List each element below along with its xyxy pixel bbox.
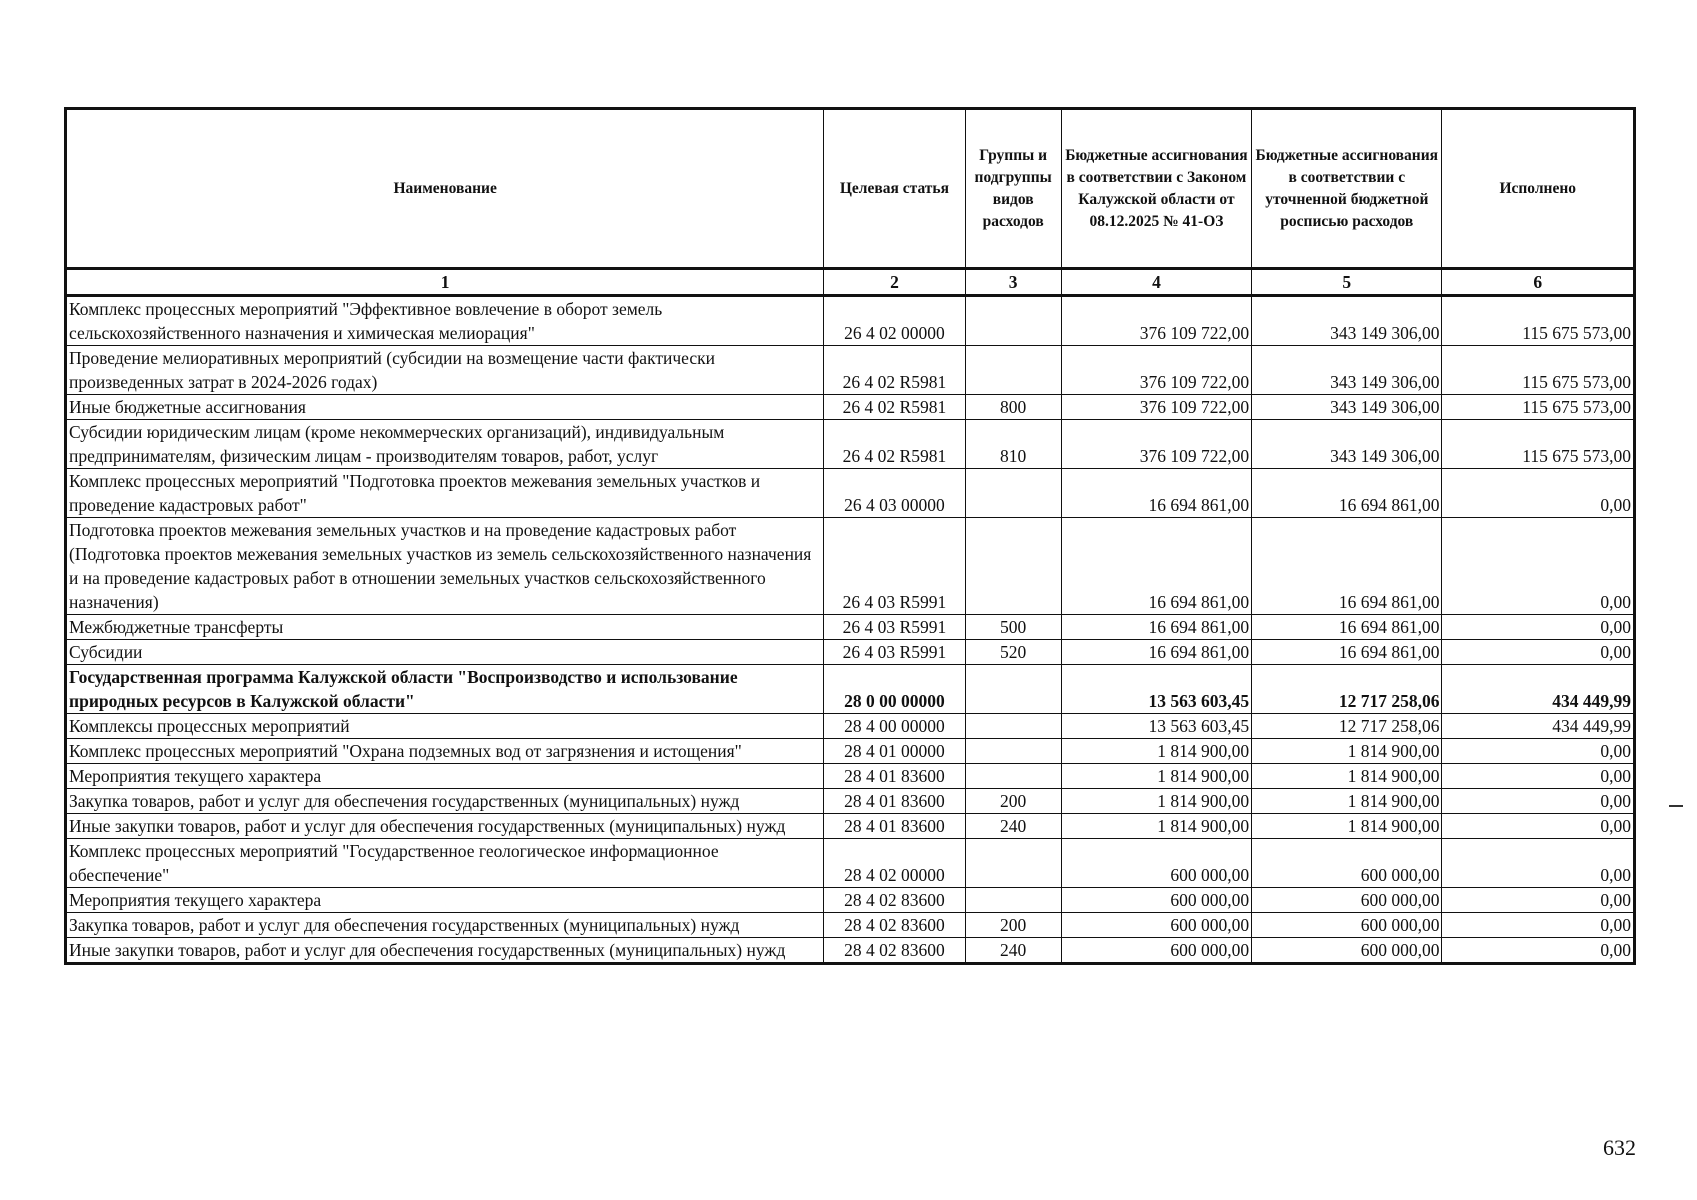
column-number-row	[66, 269, 1635, 296]
table-row	[66, 913, 1635, 938]
row-expense-group: 500	[965, 615, 1061, 640]
row-executed-amount: 0,00	[1442, 615, 1635, 640]
column-number: 5	[1252, 269, 1442, 296]
row-target-article: 26 4 02 R5981	[824, 420, 965, 469]
row-expense-group: 200	[965, 913, 1061, 938]
row-law-amount: 16 694 861,00	[1061, 518, 1251, 615]
table-row	[66, 714, 1635, 739]
row-target-article: 26 4 03 00000	[824, 469, 965, 518]
page-number: 632	[1603, 1135, 1636, 1160]
row-target-article: 28 4 01 83600	[824, 789, 965, 814]
row-name: Закупка товаров, работ и услуг для обеспечения государственных (муниципальных) нужд	[66, 913, 824, 938]
row-executed-amount: 0,00	[1442, 789, 1635, 814]
row-target-article: 26 4 03 R5991	[824, 615, 965, 640]
table-row	[66, 346, 1635, 395]
row-law-amount: 376 109 722,00	[1061, 395, 1251, 420]
row-expense-group	[965, 739, 1061, 764]
row-name: Подготовка проектов межевания земельных участков и на проведение кадастровых работ (Подготовка проектов межевания земельных участков из земель сельскохозяйственного назначения и на проведение кадастровых работ в отношении земельных участков сельскохозяйственного назначения)	[66, 518, 824, 615]
scan-edge-mark	[1669, 805, 1683, 807]
row-law-amount: 13 563 603,45	[1061, 714, 1251, 739]
row-refined-amount: 16 694 861,00	[1252, 469, 1442, 518]
row-refined-amount: 1 814 900,00	[1252, 789, 1442, 814]
table-row	[66, 296, 1635, 346]
row-refined-amount: 16 694 861,00	[1252, 518, 1442, 615]
row-executed-amount: 0,00	[1442, 938, 1635, 964]
row-target-article: 28 4 01 83600	[824, 764, 965, 789]
table-row	[66, 764, 1635, 789]
row-target-article: 28 4 02 00000	[824, 839, 965, 888]
row-refined-amount: 12 717 258,06	[1252, 665, 1442, 714]
row-target-article: 26 4 03 R5991	[824, 518, 965, 615]
header-executed: Исполнено	[1442, 109, 1635, 269]
column-number: 4	[1061, 269, 1251, 296]
row-executed-amount: 115 675 573,00	[1442, 420, 1635, 469]
table-row	[66, 518, 1635, 615]
column-number: 2	[824, 269, 965, 296]
table-row	[66, 615, 1635, 640]
row-expense-group: 810	[965, 420, 1061, 469]
row-name: Комплексы процессных мероприятий	[66, 714, 824, 739]
row-executed-amount: 115 675 573,00	[1442, 395, 1635, 420]
row-refined-amount: 16 694 861,00	[1252, 615, 1442, 640]
row-refined-amount: 343 149 306,00	[1252, 296, 1442, 346]
row-law-amount: 376 109 722,00	[1061, 296, 1251, 346]
row-law-amount: 16 694 861,00	[1061, 615, 1251, 640]
table-row	[66, 839, 1635, 888]
budget-execution-table	[64, 107, 1636, 965]
row-law-amount: 1 814 900,00	[1061, 764, 1251, 789]
table-row	[66, 789, 1635, 814]
budget-table-wrapper	[64, 107, 1636, 965]
row-executed-amount: 115 675 573,00	[1442, 296, 1635, 346]
header-expense-groups: Группы и подгруппы видов расходов	[965, 109, 1061, 269]
row-law-amount: 16 694 861,00	[1061, 640, 1251, 665]
row-refined-amount: 1 814 900,00	[1252, 764, 1442, 789]
row-expense-group: 200	[965, 789, 1061, 814]
row-target-article: 28 4 02 83600	[824, 913, 965, 938]
row-refined-amount: 12 717 258,06	[1252, 714, 1442, 739]
table-row	[66, 420, 1635, 469]
row-law-amount: 600 000,00	[1061, 913, 1251, 938]
row-target-article: 28 0 00 00000	[824, 665, 965, 714]
row-law-amount: 376 109 722,00	[1061, 420, 1251, 469]
table-row	[66, 938, 1635, 964]
row-law-amount: 600 000,00	[1061, 938, 1251, 964]
table-row	[66, 888, 1635, 913]
header-target-article: Целевая статья	[824, 109, 965, 269]
row-executed-amount: 0,00	[1442, 814, 1635, 839]
row-expense-group: 800	[965, 395, 1061, 420]
row-name: Государственная программа Калужской области "Воспроизводство и использование природных ресурсов в Калужской области"	[66, 665, 824, 714]
row-executed-amount: 434 449,99	[1442, 714, 1635, 739]
row-law-amount: 600 000,00	[1061, 839, 1251, 888]
row-law-amount: 13 563 603,45	[1061, 665, 1251, 714]
row-target-article: 26 4 02 R5981	[824, 395, 965, 420]
table-header-row	[66, 109, 1635, 269]
row-expense-group	[965, 839, 1061, 888]
row-law-amount: 1 814 900,00	[1061, 814, 1251, 839]
row-expense-group	[965, 469, 1061, 518]
row-refined-amount: 16 694 861,00	[1252, 640, 1442, 665]
row-target-article: 26 4 03 R5991	[824, 640, 965, 665]
row-expense-group: 520	[965, 640, 1061, 665]
row-name: Мероприятия текущего характера	[66, 764, 824, 789]
row-executed-amount: 0,00	[1442, 640, 1635, 665]
table-row	[66, 395, 1635, 420]
column-number: 3	[965, 269, 1061, 296]
column-number: 1	[66, 269, 824, 296]
row-refined-amount: 600 000,00	[1252, 888, 1442, 913]
row-name: Комплекс процессных мероприятий "Подготовка проектов межевания земельных участков и проведение кадастровых работ"	[66, 469, 824, 518]
header-refined-allocations: Бюджетные ассигнования в соответствии с уточненной бюджетной росписью расходов	[1252, 109, 1442, 269]
row-name: Комплекс процессных мероприятий "Государственное геологическое информационное обеспечение"	[66, 839, 824, 888]
row-refined-amount: 600 000,00	[1252, 938, 1442, 964]
row-target-article: 26 4 02 00000	[824, 296, 965, 346]
row-law-amount: 16 694 861,00	[1061, 469, 1251, 518]
row-law-amount: 1 814 900,00	[1061, 789, 1251, 814]
row-refined-amount: 600 000,00	[1252, 913, 1442, 938]
row-name: Субсидии юридическим лицам (кроме некоммерческих организаций), индивидуальным предпринимателям, физическим лицам - производителям товаров, работ, услуг	[66, 420, 824, 469]
row-refined-amount: 1 814 900,00	[1252, 739, 1442, 764]
row-name: Иные закупки товаров, работ и услуг для обеспечения государственных (муниципальных) нужд	[66, 814, 824, 839]
table-row	[66, 814, 1635, 839]
row-expense-group	[965, 346, 1061, 395]
row-expense-group	[965, 665, 1061, 714]
table-row	[66, 640, 1635, 665]
row-target-article: 26 4 02 R5981	[824, 346, 965, 395]
row-law-amount: 376 109 722,00	[1061, 346, 1251, 395]
table-body	[66, 296, 1635, 964]
column-number: 6	[1442, 269, 1635, 296]
row-target-article: 28 4 01 00000	[824, 739, 965, 764]
row-law-amount: 1 814 900,00	[1061, 739, 1251, 764]
row-executed-amount: 0,00	[1442, 888, 1635, 913]
row-name: Иные бюджетные ассигнования	[66, 395, 824, 420]
row-name: Межбюджетные трансферты	[66, 615, 824, 640]
row-refined-amount: 1 814 900,00	[1252, 814, 1442, 839]
row-expense-group	[965, 714, 1061, 739]
row-expense-group	[965, 518, 1061, 615]
row-name: Закупка товаров, работ и услуг для обеспечения государственных (муниципальных) нужд	[66, 789, 824, 814]
row-executed-amount: 115 675 573,00	[1442, 346, 1635, 395]
row-refined-amount: 343 149 306,00	[1252, 420, 1442, 469]
row-executed-amount: 0,00	[1442, 764, 1635, 789]
row-target-article: 28 4 01 83600	[824, 814, 965, 839]
row-executed-amount: 0,00	[1442, 469, 1635, 518]
row-name: Комплекс процессных мероприятий "Охрана подземных вод от загрязнения и истощения"	[66, 739, 824, 764]
table-row	[66, 665, 1635, 714]
row-executed-amount: 0,00	[1442, 739, 1635, 764]
row-executed-amount: 0,00	[1442, 913, 1635, 938]
row-target-article: 28 4 00 00000	[824, 714, 965, 739]
header-name: Наименование	[66, 109, 824, 269]
row-refined-amount: 343 149 306,00	[1252, 346, 1442, 395]
row-name: Комплекс процессных мероприятий "Эффективное вовлечение в оборот земель сельскохозяйственного назначения и химическая мелиорация"	[66, 296, 824, 346]
row-executed-amount: 0,00	[1442, 839, 1635, 888]
row-expense-group: 240	[965, 938, 1061, 964]
row-expense-group	[965, 764, 1061, 789]
row-name: Иные закупки товаров, работ и услуг для обеспечения государственных (муниципальных) нужд	[66, 938, 824, 964]
row-expense-group	[965, 296, 1061, 346]
row-expense-group: 240	[965, 814, 1061, 839]
row-refined-amount: 600 000,00	[1252, 839, 1442, 888]
row-executed-amount: 0,00	[1442, 518, 1635, 615]
row-name: Мероприятия текущего характера	[66, 888, 824, 913]
row-law-amount: 600 000,00	[1061, 888, 1251, 913]
row-name: Проведение мелиоративных мероприятий (субсидии на возмещение части фактически произведенных затрат в 2024-2026 годах)	[66, 346, 824, 395]
table-row	[66, 739, 1635, 764]
table-row	[66, 469, 1635, 518]
row-target-article: 28 4 02 83600	[824, 938, 965, 964]
row-executed-amount: 434 449,99	[1442, 665, 1635, 714]
row-refined-amount: 343 149 306,00	[1252, 395, 1442, 420]
header-law-allocations: Бюджетные ассигнования в соответствии с Законом Калужской области от 08.12.2025 № 41-ОЗ	[1061, 109, 1251, 269]
row-target-article: 28 4 02 83600	[824, 888, 965, 913]
row-expense-group	[965, 888, 1061, 913]
row-name: Субсидии	[66, 640, 824, 665]
